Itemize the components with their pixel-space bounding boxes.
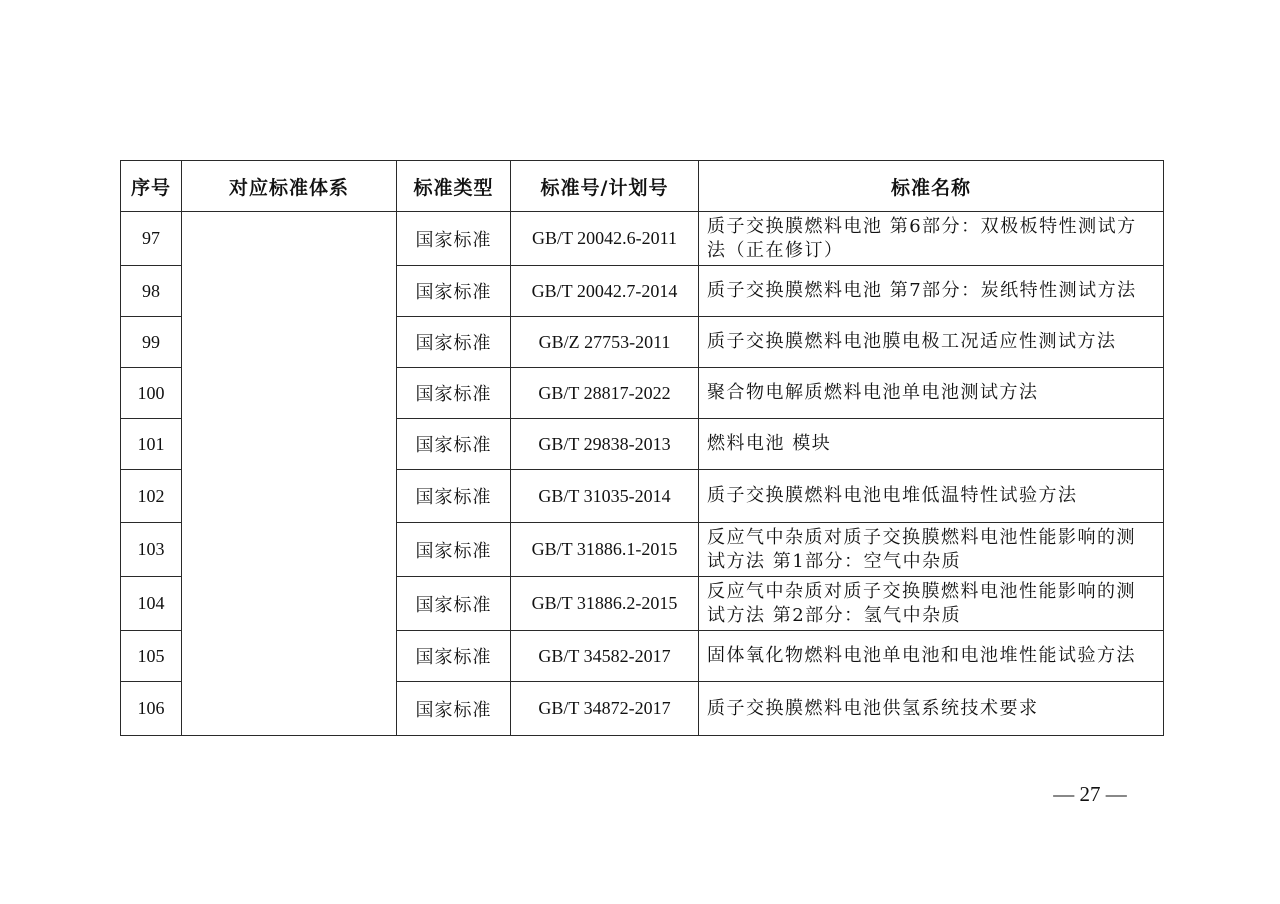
table-row: [121, 212, 1164, 266]
header-standard-type: 标准类型: [397, 161, 511, 212]
row-name: 固体氧化物燃料电池单电池和电池堆性能试验方法: [699, 631, 1164, 682]
row-seq: 101: [121, 419, 182, 470]
row-number: GB/T 28817-2022: [511, 368, 699, 419]
row-seq: 99: [121, 317, 182, 368]
header-standard-name: 标准名称: [699, 161, 1164, 212]
row-number: GB/T 34872-2017: [511, 682, 699, 736]
row-seq: 97: [121, 212, 182, 266]
row-name: 质子交换膜燃料电池电堆低温特性试验方法: [699, 470, 1164, 523]
row-type: 国家标准: [397, 317, 511, 368]
header-standard-number: 标准号/计划号: [511, 161, 699, 212]
row-seq: 106: [121, 682, 182, 736]
row-type: 国家标准: [397, 419, 511, 470]
row-type: 国家标准: [397, 577, 511, 631]
row-type: 国家标准: [397, 212, 511, 266]
row-number: GB/T 31886.1-2015: [511, 523, 699, 577]
row-seq: 102: [121, 470, 182, 523]
header-standard-system: 对应标准体系: [182, 161, 397, 212]
table-body: [121, 212, 1164, 736]
standard-system-cell: [182, 212, 397, 736]
row-name: 反应气中杂质对质子交换膜燃料电池性能影响的测试方法 第1部分：空气中杂质: [699, 523, 1164, 577]
row-name: 质子交换膜燃料电池供氢系统技术要求: [699, 682, 1164, 736]
row-seq: 104: [121, 577, 182, 631]
row-seq: 103: [121, 523, 182, 577]
row-seq: 100: [121, 368, 182, 419]
row-type: 国家标准: [397, 470, 511, 523]
row-number: GB/T 31035-2014: [511, 470, 699, 523]
row-type: 国家标准: [397, 523, 511, 577]
row-number: GB/T 29838-2013: [511, 419, 699, 470]
row-name: 质子交换膜燃料电池 第6部分：双极板特性测试方法（正在修订）: [699, 212, 1164, 266]
row-type: 国家标准: [397, 631, 511, 682]
row-name: 燃料电池 模块: [699, 419, 1164, 470]
header-row: [121, 161, 1164, 212]
row-seq: 105: [121, 631, 182, 682]
row-number: GB/Z 27753-2011: [511, 317, 699, 368]
header-seq: 序号: [121, 161, 182, 212]
row-number: GB/T 31886.2-2015: [511, 577, 699, 631]
row-number: GB/T 20042.7-2014: [511, 266, 699, 317]
row-type: 国家标准: [397, 266, 511, 317]
table-header: [121, 161, 1164, 212]
row-type: 国家标准: [397, 682, 511, 736]
row-seq: 98: [121, 266, 182, 317]
row-number: GB/T 34582-2017: [511, 631, 699, 682]
row-number: GB/T 20042.6-2011: [511, 212, 699, 266]
row-name: 质子交换膜燃料电池膜电极工况适应性测试方法: [699, 317, 1164, 368]
page-number: — 27 —: [1053, 782, 1127, 806]
row-type: 国家标准: [397, 368, 511, 419]
standards-table: [120, 160, 1164, 736]
row-name: 反应气中杂质对质子交换膜燃料电池性能影响的测试方法 第2部分：氢气中杂质: [699, 577, 1164, 631]
row-name: 聚合物电解质燃料电池单电池测试方法: [699, 368, 1164, 419]
row-name: 质子交换膜燃料电池 第7部分：炭纸特性测试方法: [699, 266, 1164, 317]
